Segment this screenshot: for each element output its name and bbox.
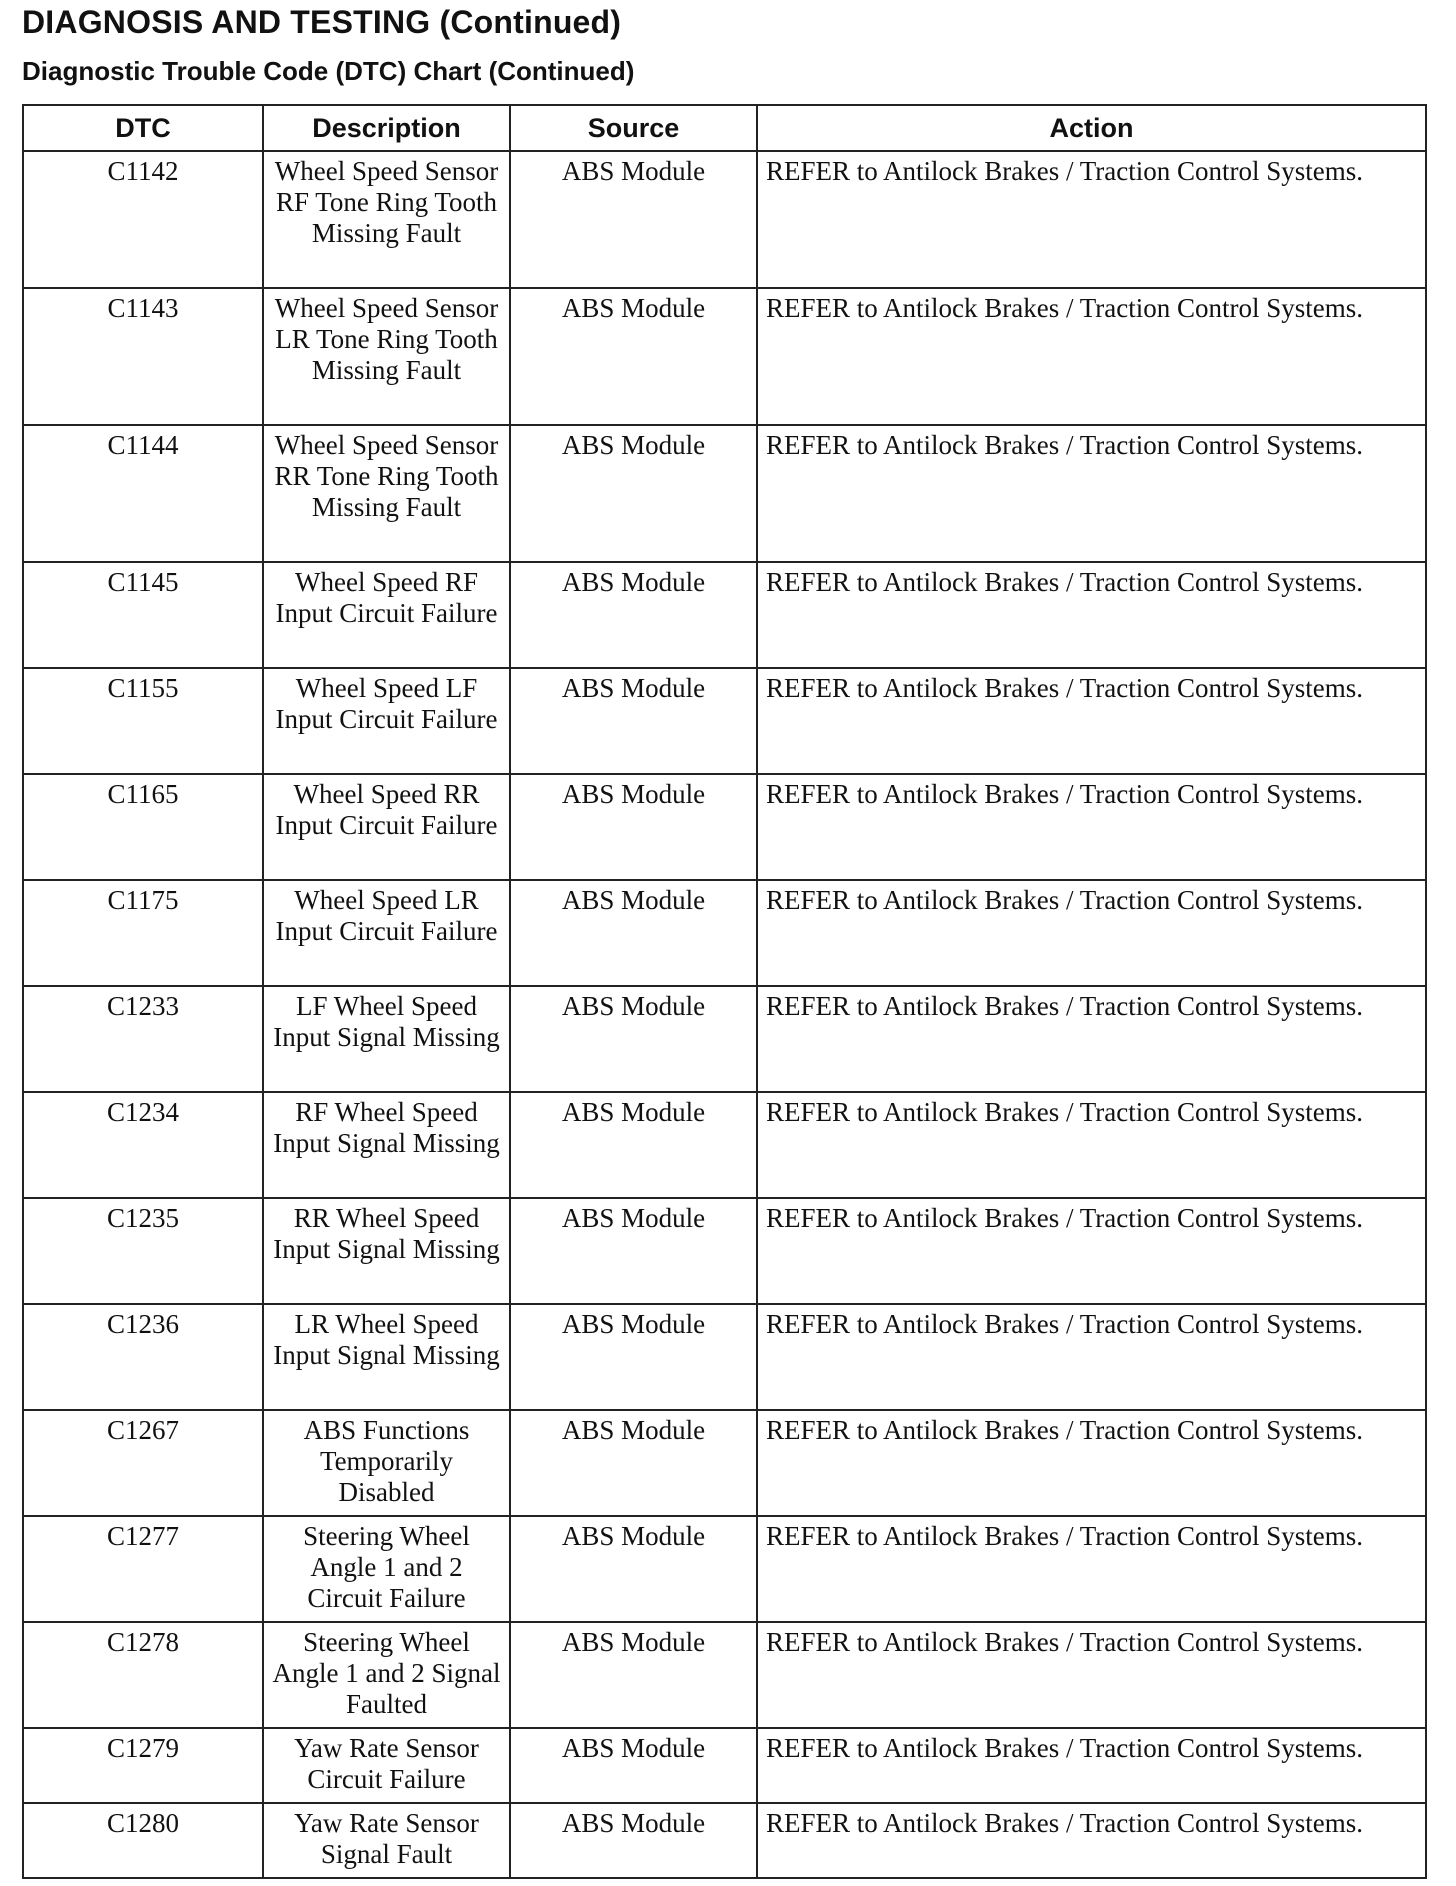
table-row: [23, 1516, 1426, 1622]
section-title: Diagnostic Trouble Code (DTC) Chart (Continued): [22, 56, 635, 86]
dtc-code: C1277: [23, 1516, 263, 1622]
dtc-code: C1144: [23, 425, 263, 562]
dtc-code: C1155: [23, 668, 263, 774]
dtc-description: Steering Wheel Angle 1 and 2 Circuit Failure: [263, 1516, 510, 1622]
dtc-description: LF Wheel Speed Input Signal Missing: [263, 986, 510, 1092]
table-row: [23, 288, 1426, 425]
table-row: [23, 668, 1426, 774]
dtc-description: LR Wheel Speed Input Signal Missing: [263, 1304, 510, 1410]
dtc-action: REFER to Antilock Brakes / Traction Control Systems.: [757, 668, 1426, 774]
dtc-source: ABS Module: [510, 288, 757, 425]
dtc-description: Yaw Rate Sensor Circuit Failure: [263, 1728, 510, 1803]
dtc-code: C1143: [23, 288, 263, 425]
dtc-source: ABS Module: [510, 1198, 757, 1304]
dtc-source: ABS Module: [510, 425, 757, 562]
dtc-action: REFER to Antilock Brakes / Traction Control Systems.: [757, 1198, 1426, 1304]
dtc-action: REFER to Antilock Brakes / Traction Control Systems.: [757, 1728, 1426, 1803]
dtc-action: REFER to Antilock Brakes / Traction Control Systems.: [757, 425, 1426, 562]
table-row: [23, 562, 1426, 668]
table-row: [23, 1304, 1426, 1410]
dtc-source: ABS Module: [510, 1622, 757, 1728]
dtc-code: C1236: [23, 1304, 263, 1410]
dtc-action: REFER to Antilock Brakes / Traction Control Systems.: [757, 288, 1426, 425]
page-title: DIAGNOSIS AND TESTING (Continued): [22, 4, 622, 40]
column-header-action: Action: [757, 105, 1426, 151]
dtc-action: REFER to Antilock Brakes / Traction Control Systems.: [757, 774, 1426, 880]
dtc-description: Wheel Speed LF Input Circuit Failure: [263, 668, 510, 774]
dtc-description: Wheel Speed RR Input Circuit Failure: [263, 774, 510, 880]
dtc-description: Wheel Speed Sensor RF Tone Ring Tooth Missing Fault: [263, 151, 510, 288]
dtc-description: Wheel Speed RF Input Circuit Failure: [263, 562, 510, 668]
dtc-action: REFER to Antilock Brakes / Traction Control Systems.: [757, 1410, 1426, 1516]
dtc-action: REFER to Antilock Brakes / Traction Control Systems.: [757, 562, 1426, 668]
dtc-source: ABS Module: [510, 880, 757, 986]
dtc-code: C1280: [23, 1803, 263, 1878]
dtc-source: ABS Module: [510, 774, 757, 880]
dtc-code: C1279: [23, 1728, 263, 1803]
dtc-source: ABS Module: [510, 986, 757, 1092]
dtc-chart-table: [22, 104, 1427, 1879]
dtc-description: RR Wheel Speed Input Signal Missing: [263, 1198, 510, 1304]
dtc-description: Yaw Rate Sensor Signal Fault: [263, 1803, 510, 1878]
dtc-source: ABS Module: [510, 1410, 757, 1516]
table-row: [23, 1092, 1426, 1198]
dtc-code: C1145: [23, 562, 263, 668]
dtc-action: REFER to Antilock Brakes / Traction Control Systems.: [757, 151, 1426, 288]
dtc-source: ABS Module: [510, 1304, 757, 1410]
table-row: [23, 151, 1426, 288]
dtc-description: Wheel Speed Sensor LR Tone Ring Tooth Missing Fault: [263, 288, 510, 425]
table-row: [23, 1803, 1426, 1878]
dtc-code: C1165: [23, 774, 263, 880]
dtc-action: REFER to Antilock Brakes / Traction Control Systems.: [757, 880, 1426, 986]
dtc-action: REFER to Antilock Brakes / Traction Control Systems.: [757, 1092, 1426, 1198]
table-row: [23, 1622, 1426, 1728]
dtc-source: ABS Module: [510, 151, 757, 288]
dtc-action: REFER to Antilock Brakes / Traction Control Systems.: [757, 986, 1426, 1092]
dtc-source: ABS Module: [510, 1728, 757, 1803]
table-row: [23, 425, 1426, 562]
table-row: [23, 1728, 1426, 1803]
dtc-description: Wheel Speed LR Input Circuit Failure: [263, 880, 510, 986]
table-row: [23, 774, 1426, 880]
table-row: [23, 986, 1426, 1092]
dtc-code: C1278: [23, 1622, 263, 1728]
dtc-code: C1267: [23, 1410, 263, 1516]
dtc-action: REFER to Antilock Brakes / Traction Control Systems.: [757, 1304, 1426, 1410]
dtc-source: ABS Module: [510, 562, 757, 668]
table-row: [23, 1410, 1426, 1516]
table-row: [23, 880, 1426, 986]
dtc-action: REFER to Antilock Brakes / Traction Control Systems.: [757, 1803, 1426, 1878]
dtc-description: RF Wheel Speed Input Signal Missing: [263, 1092, 510, 1198]
dtc-source: ABS Module: [510, 1516, 757, 1622]
dtc-description: ABS Functions Temporarily Disabled: [263, 1410, 510, 1516]
dtc-code: C1235: [23, 1198, 263, 1304]
dtc-action: REFER to Antilock Brakes / Traction Control Systems.: [757, 1516, 1426, 1622]
dtc-source: ABS Module: [510, 1092, 757, 1198]
dtc-code: C1233: [23, 986, 263, 1092]
column-header-description: Description: [263, 105, 510, 151]
dtc-code: C1175: [23, 880, 263, 986]
dtc-source: ABS Module: [510, 1803, 757, 1878]
dtc-source: ABS Module: [510, 668, 757, 774]
table-row: [23, 1198, 1426, 1304]
dtc-description: Wheel Speed Sensor RR Tone Ring Tooth Missing Fault: [263, 425, 510, 562]
table-header-row: [23, 105, 1426, 151]
dtc-code: C1142: [23, 151, 263, 288]
column-header-source: Source: [510, 105, 757, 151]
dtc-action: REFER to Antilock Brakes / Traction Control Systems.: [757, 1622, 1426, 1728]
dtc-code: C1234: [23, 1092, 263, 1198]
dtc-description: Steering Wheel Angle 1 and 2 Signal Faulted: [263, 1622, 510, 1728]
column-header-dtc: DTC: [23, 105, 263, 151]
